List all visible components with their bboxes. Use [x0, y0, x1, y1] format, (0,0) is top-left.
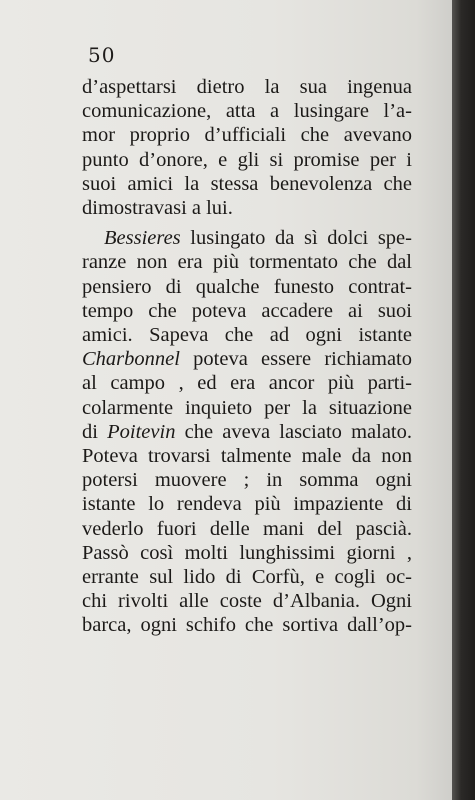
page-number: 50: [88, 43, 116, 67]
text-run: di: [82, 420, 108, 443]
text-run: chi rivolti alle coste d’Albania. Ogni: [82, 590, 412, 613]
text-line: [82, 420, 412, 444]
text-run: poteva essere richiamato: [179, 348, 412, 371]
text-run: Passò così molti lunghissimi giorni ,: [82, 541, 412, 564]
text-run: colarmente inquieto per la situazione: [82, 396, 412, 419]
text-line: [82, 123, 412, 147]
text-run: pensiero di qualche funesto contrat-: [82, 275, 412, 298]
text-run: istante lo rendeva più impaziente di: [82, 493, 412, 516]
text-line: [82, 148, 412, 172]
text-line: [82, 226, 412, 250]
text-line: [82, 75, 412, 99]
body-text: [82, 75, 412, 638]
text-line: [82, 196, 412, 220]
text-line: [82, 517, 412, 541]
italic-name: Poitevin: [107, 420, 176, 443]
text-line: [82, 172, 412, 196]
text-line: [82, 371, 412, 395]
text-line: [82, 347, 412, 371]
text-run: suoi amici la stessa benevolenza che: [82, 172, 412, 195]
text-line: [82, 589, 412, 613]
text-run: al campo , ed era ancor più parti-: [82, 372, 412, 395]
text-line: [82, 613, 412, 637]
text-line: [82, 99, 412, 123]
text-line: [82, 250, 412, 274]
text-line: [82, 541, 412, 565]
text-run: ranze non era più tormentato che dal: [82, 251, 412, 274]
text-line: [82, 323, 412, 347]
italic-name: Charbonnel: [82, 348, 180, 371]
text-run: amici. Sapeva che ad ogni istante: [82, 324, 412, 347]
text-run: barca, ogni schifo che sortiva dall’op-: [82, 614, 412, 637]
text-run: che aveva lasciato malato.: [175, 420, 412, 443]
text-run: tempo che poteva accadere ai suoi: [82, 299, 412, 322]
text-line: [82, 444, 412, 468]
text-run: d’aspettarsi dietro la sua ingenua: [82, 76, 412, 98]
text-run: lusingato da sì dolci spe-: [180, 227, 412, 250]
text-run: errante sul lido di Corfù, e cogli oc-: [82, 566, 412, 589]
text-run: mor proprio d’ufficiali che avevano: [82, 124, 412, 147]
text-run: vederlo fuori delle mani del pascià.: [82, 517, 412, 540]
text-line: [82, 492, 412, 516]
text-run: punto d’onore, e gli si promise per i: [82, 148, 412, 171]
book-gutter: [452, 0, 475, 800]
text-line: [82, 396, 412, 420]
text-line: [82, 299, 412, 323]
text-line: [82, 468, 412, 492]
text-line: [82, 275, 412, 299]
text-run: comunicazione, atta a lusingare l’a-: [82, 100, 412, 123]
text-run: dimostravasi a lui.: [82, 197, 233, 220]
italic-name: Bessieres: [104, 227, 181, 250]
text-line: [82, 565, 412, 589]
text-run: potersi muovere ; in somma ogni: [82, 469, 412, 492]
text-run: Poteva trovarsi talmente male da non: [82, 445, 412, 468]
